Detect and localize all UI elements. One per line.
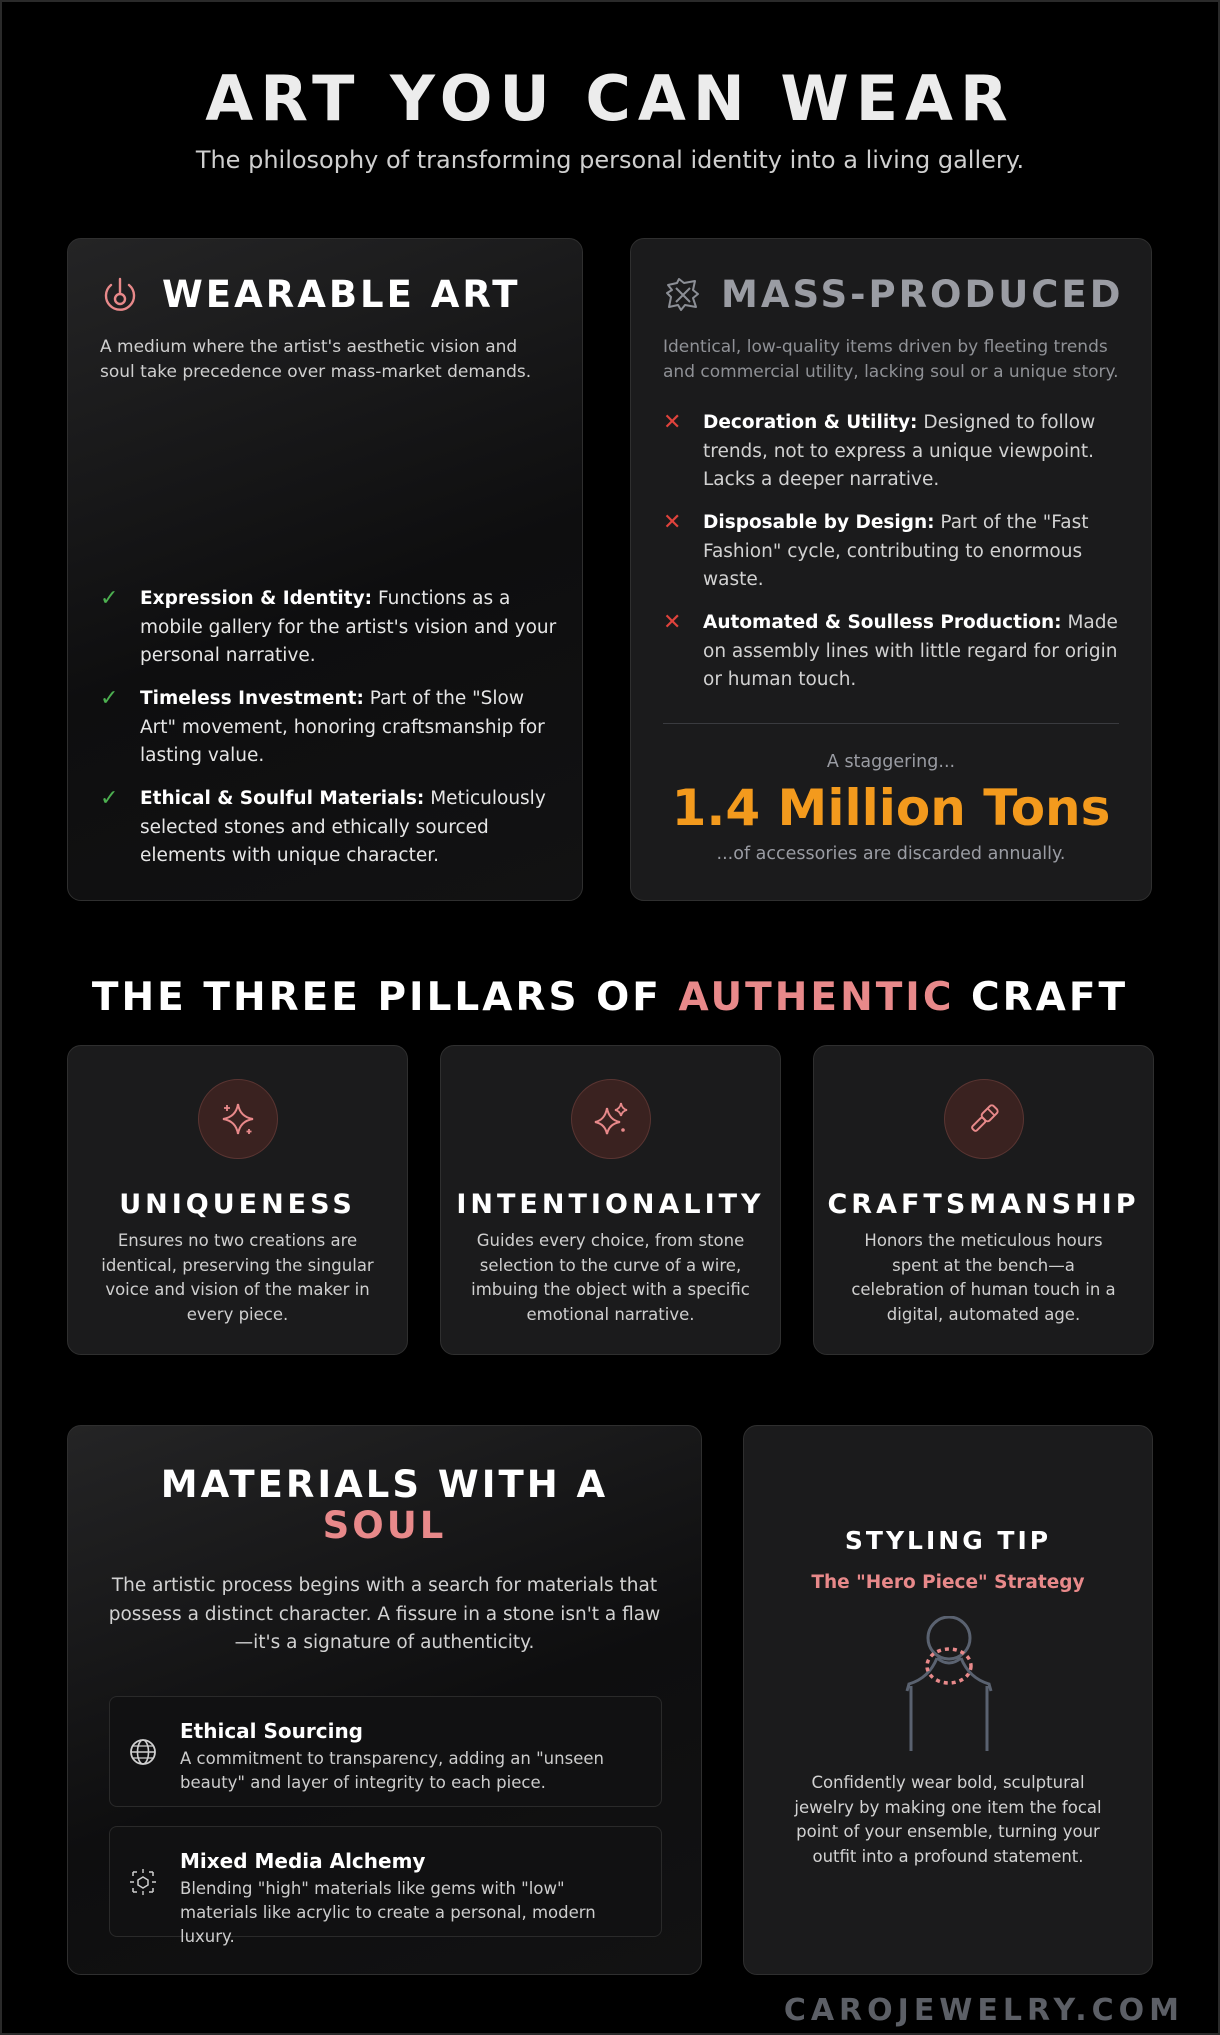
wearable-art-card xyxy=(67,238,583,901)
styling-tip-title: STYLING TIP xyxy=(844,1526,1052,1555)
pendant-icon xyxy=(100,275,140,315)
mass-item: ✕ Automated & Soulless Production: Made on assembly lines with little regard for origin or human touch. xyxy=(663,609,1123,695)
pillar-card-intentionality xyxy=(440,1045,781,1355)
wearable-item: ✓ Expression & Identity: Functions as a mobile gallery for the artist's vision and your personal narrative. xyxy=(100,585,560,671)
hero-title: ART YOU CAN WEAR xyxy=(205,62,1015,135)
wearable-item: ✓ Timeless Investment: Part of the "Slow Art" movement, honoring craftsmanship for lasting value. xyxy=(100,685,560,771)
pillar-card-craftsmanship xyxy=(813,1045,1154,1355)
pillar-name: UNIQUENESS xyxy=(119,1189,356,1220)
ethical-sourcing-title: Ethical Sourcing xyxy=(180,1719,363,1743)
pillar-name: CRAFTSMANSHIP xyxy=(827,1189,1140,1220)
styling-tip-description: Confidently wear bold, sculptural jewelry by making one item the focal point of your ensemble, turning your outfit into a profound statement. xyxy=(794,1773,1102,1866)
mixed-media-card xyxy=(109,1826,662,1946)
cross-icon: ✕ xyxy=(663,510,682,535)
pillar-description: Honors the meticulous hours spent at the bench—a celebration of human touch in a digital, automated age. xyxy=(851,1231,1116,1324)
transform-icon xyxy=(128,1867,158,1897)
check-icon: ✓ xyxy=(100,586,119,611)
pillar-card-uniqueness xyxy=(67,1045,408,1355)
cross-icon: ✕ xyxy=(663,610,682,635)
wearable-art-title: WEARABLE ART xyxy=(162,273,521,316)
cross-icon: ✕ xyxy=(663,410,682,435)
wearable-item: ✓ Ethical & Soulful Materials: Meticulously selected stones and ethically sourced elements with unique character. xyxy=(100,785,560,871)
pillars-title: THE THREE PILLARS OF AUTHENTIC CRAFT xyxy=(91,975,1129,1020)
footer-url: CAROJEWELRY.COM xyxy=(783,1993,1184,2028)
ethical-sourcing-description: A commitment to transparency, adding an "unseen beauty" and layer of integrity to each piece. xyxy=(180,1749,604,1792)
mass-item: ✕ Disposable by Design: Part of the "Fast Fashion" cycle, contributing to enormous waste. xyxy=(663,509,1123,595)
necklace-bust-icon xyxy=(899,1616,999,1751)
pillar-name: INTENTIONALITY xyxy=(456,1189,765,1220)
mass-item: ✕ Decoration & Utility: Designed to follow trends, not to express a unique viewpoint. Lacks a deeper narrative. xyxy=(663,409,1123,495)
globe-icon xyxy=(128,1737,158,1767)
materials-card xyxy=(67,1425,702,1975)
styling-tip-subtitle: The "Hero Piece" Strategy xyxy=(811,1572,1085,1593)
mixed-media-description: Blending "high" materials like gems with "low" materials like acrylic to create a personal, modern luxury. xyxy=(180,1879,596,1946)
stat-post: ...of accessories are discarded annually. xyxy=(716,844,1066,864)
check-icon: ✓ xyxy=(100,686,119,711)
materials-description: The artistic process begins with a search for materials that possess a distinct character. A fissure in a stone isn't a flaw—it's a signature of authenticity. xyxy=(108,1575,661,1653)
sparkle-icon xyxy=(198,1079,278,1159)
pillar-description: Ensures no two creations are identical, preserving the singular voice and vision of the maker in every piece. xyxy=(101,1231,374,1324)
hero-subtitle: The philosophy of transforming personal identity into a living gallery. xyxy=(195,146,1025,174)
stat-pre: A staggering... xyxy=(826,752,956,772)
materials-title: MATERIALS WITH A SOUL xyxy=(160,1463,609,1547)
check-icon: ✓ xyxy=(100,786,119,811)
mixed-media-title: Mixed Media Alchemy xyxy=(180,1849,426,1873)
stat-divider xyxy=(663,723,1119,724)
sparkles-icon xyxy=(571,1079,651,1159)
mass-produced-card xyxy=(630,238,1152,901)
mass-produced-description: Identical, low-quality items driven by fleeting trends and commercial utility, lacking soul or a unique story. xyxy=(663,337,1119,382)
ethical-sourcing-card xyxy=(109,1696,662,1807)
pillar-description: Guides every choice, from stone selection to the curve of a wire, imbuing the object with a specific emotional narrative. xyxy=(471,1231,750,1324)
wearable-art-description: A medium where the artist's aesthetic vision and soul take precedence over mass-market demands. xyxy=(100,337,532,382)
broken-puzzle-icon xyxy=(663,275,703,315)
styling-tip-card xyxy=(743,1425,1153,1975)
stat-value: 1.4 Million Tons xyxy=(671,779,1111,837)
mass-produced-title: MASS-PRODUCED xyxy=(721,273,1124,316)
tool-icon xyxy=(944,1079,1024,1159)
